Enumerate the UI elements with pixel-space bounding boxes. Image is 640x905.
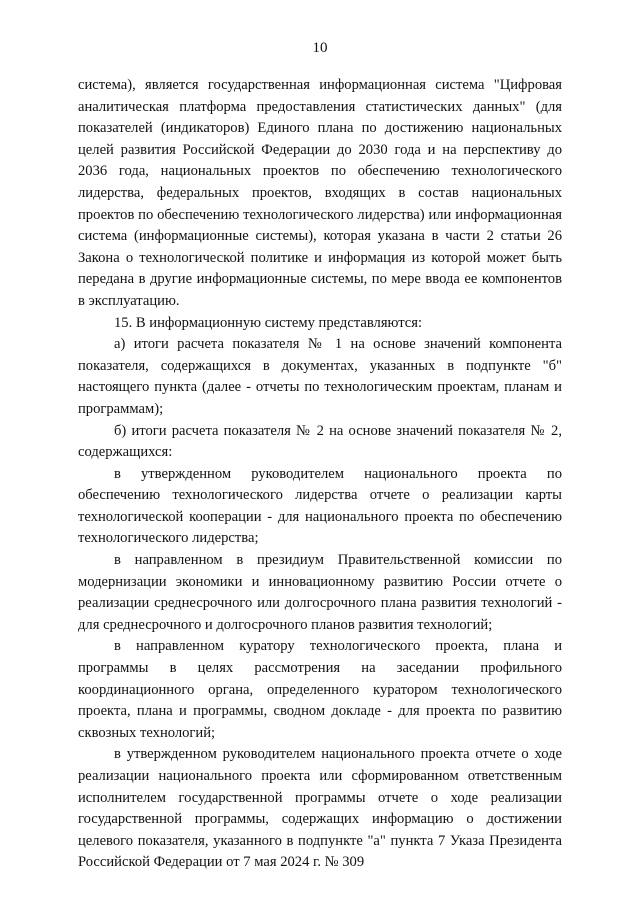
document-body [78, 75, 562, 874]
paragraph-subitem-a: а) итоги расчета показателя № 1 на основе значений компонента показателя, содержащихся в документах, указанных в подпункте "б" настоящего пункта (далее - отчеты по технологическим проектам, планам и программам); [78, 336, 562, 417]
paragraph-presidium-report: в направленном в президиум Правительственной комиссии по модернизации экономики и инновационному развитию России отчете о реализации среднесрочного или долгосрочного плана развития технологий - для среднесрочного и долгосрочного планов развития технологий; [78, 552, 562, 633]
page-number: 10 [312, 40, 328, 56]
paragraph-subitem-b: б) итоги расчета показателя № 2 на основе значений показателя № 2, содержащихся: [78, 422, 562, 461]
paragraph-curator-report: в направленном куратору технологического проекта, плана и программы в целях рассмотрения на заседании профильного координационного органа, определенного куратором технологического проекта, плана и программы, сводном докладе - для проекта по развитию сквозных технологий; [78, 638, 562, 741]
paragraph-item-15: 15. В информационную систему представляются: [114, 314, 423, 331]
paragraph-state-program-report: в утвержденном руководителем национального проекта отчете о ходе реализации национального проекта или сформированном ответственным исполнителем государственной программы отчете о ходе реализации государственной программы, содержащих информацию о достижении целевого показателя, указанного в подпункте "а" пункта 7 Указа Президента Российской Федерации от 7 мая 2024 г. № 309 [78, 746, 562, 871]
paragraph-national-project-report: в утвержденном руководителем национального проекта по обеспечению технологического лидерства отчете о реализации карты технологической кооперации - для национального проекта по обеспечению технологического лидерства; [78, 465, 562, 547]
paragraph-continuation: система), является государственная информационная система "Цифровая аналитическая платформа предоставления статистических данных" (для показателей (индикаторов) Единого плана по достижению национальных целей развития Российской Федерации до 2030 года и на перспективу до 2036 года, национальных проектов по обеспечению технологического лидерства, федеральных проектов, входящих в состав национальных проектов по обеспечению технологического лидерства) или информационная система (информационные системы), которая указана в части 2 статьи 26 Закона о технологической политике и информация из которой может быть передана в другие информационные системы, по мере ввода ее компонентов в эксплуатацию. [78, 77, 562, 309]
